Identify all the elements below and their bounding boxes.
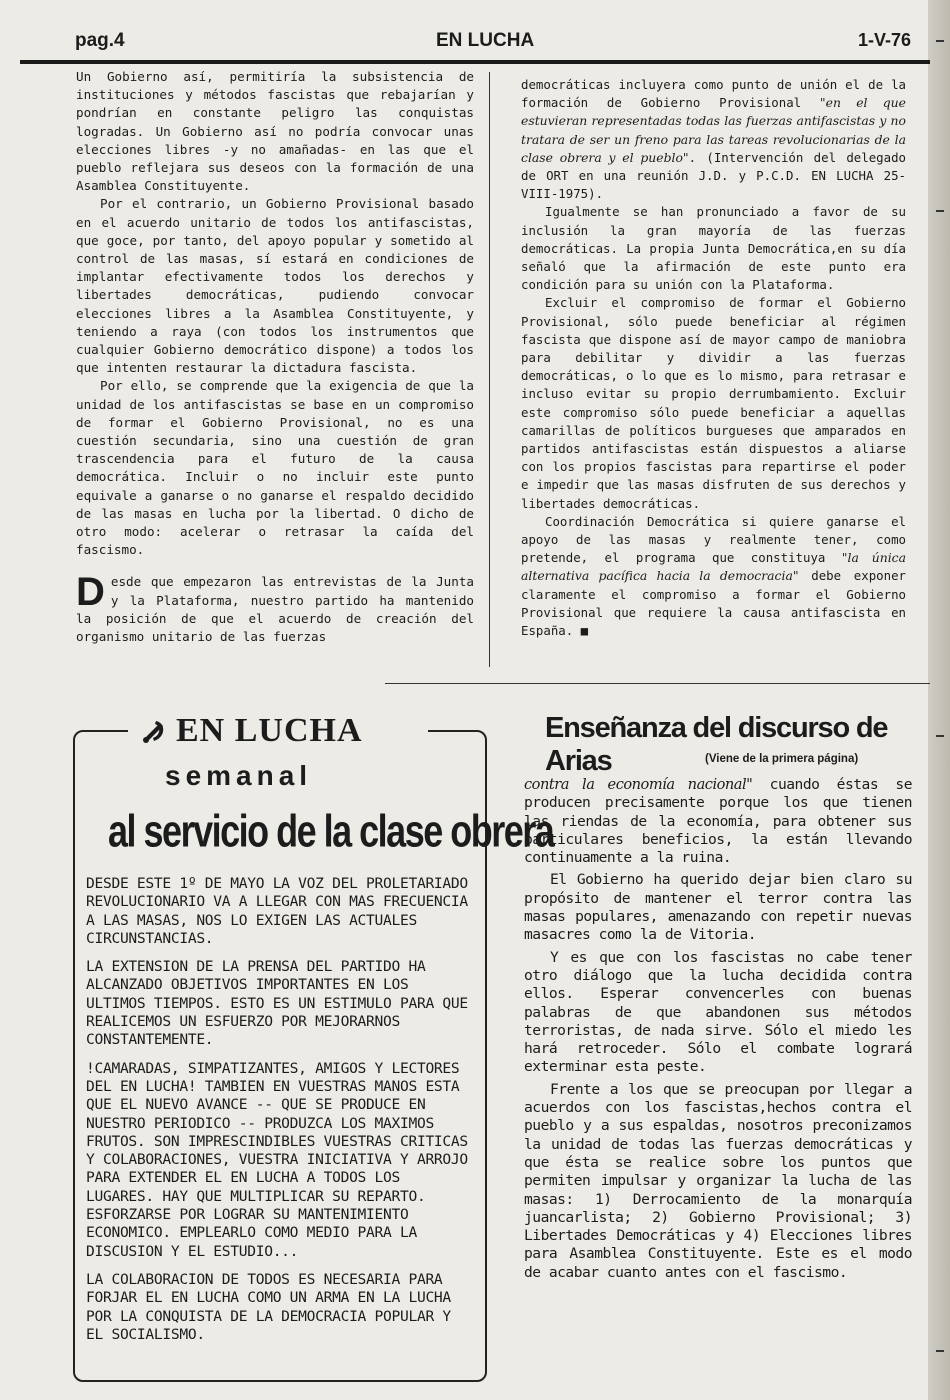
paragraph: Frente a los que se preocupan por llegar a acuerdos con los fascistas,hechos contra el pueblo y a sus espaldas, nosotros preconizamos la unidad de todas las fuerzas democráticas y que ésta se realice sobre los puntos que permiten impulsar y organizar la lucha de las masas: 1) Derrocamiento de la monarquía juancarlista; 2) Gobierno Provisional; 3) Libertades Democráticas y 4) Elecciones libres para Asamblea Constituyente. Este es el modo de acabar cuanto antes con el fascismo.	[524, 1080, 912, 1281]
column-divider	[489, 72, 490, 667]
drop-cap: D	[76, 570, 105, 615]
edge-mark	[936, 1350, 944, 1352]
paragraph: Por ello, se comprende que la exigencia de que la unidad de los antifascistas se base en un compromiso de formar el Gobierno Provisional, no es una cuestión secundaria, sino una cuestión de gran trascendencia para el futuro de la causa democrática. Incluir o no incluir este punto equivale a ganarse o no ganarse el respaldo decidido de las masas en lucha por la libertad. O dicho de otro modo: acelerar o retrasar la caída del fascismo.	[76, 378, 474, 558]
edge-mark	[936, 40, 944, 42]
ad-tagline: al servicio de la clase obrera	[108, 805, 554, 857]
header-rule	[20, 60, 930, 64]
page-number: pag.4	[75, 30, 125, 51]
ad-masthead-text: EN LUCHA	[176, 712, 363, 749]
paragraph: Y es que con los fascistas no cabe tener otro diálogo que la lucha decidida contra ellos. Esperar convencerles con buenas palabras de que abandonen sus métodos terroristas, de nada sirve. Sólo el miedo les hará retroceder. Sólo el combate logrará exterminar esta peste.	[524, 948, 912, 1076]
paragraph: contra la economía nacional" cuando éstas se producen precisamente porque los que tienen las riendas de la economía, para obtener sus particulares beneficios, la están llevando continuamente a la ruina.	[524, 776, 912, 867]
paragraph: El Gobierno ha querido dejar bien claro su propósito de mantener el terror contra las masas populares, amenazando con repetir nuevas masacres como la de Vitoria.	[524, 871, 912, 944]
ad-paragraph: LA COLABORACION DE TODOS ES NECESARIA PARA FORJAR EL EN LUCHA COMO UN ARMA EN LA LUCHA POR LA CONQUISTA DE LA DEMOCRACIA POPULAR Y EL SOCIALISMO.	[86, 1270, 451, 1343]
ad-paragraph: LA EXTENSION DE LA PRENSA DEL PARTIDO HA ALCANZADO OBJETIVOS IMPORTANTES EN LOS ULTIMOS TIEMPOS. ESTO ES UN ESTIMULO PARA QUE REALICEMOS UN ESFUERZO POR MEJORARNOS CONSTANTEMENTE.	[86, 958, 468, 1049]
paragraph: Excluir el compromiso de formar el Gobierno Provisional, sólo puede beneficiar al régimen fascista que dispone así de mayor campo de maniobra para debilitar y dividir a las fuerzas democráticas, o lo que es lo mismo, para retrasar e incluso evitar su propio derrumbamiento. Excluir este compromiso sólo puede beneficiar a aquellas camarillas de políticos burgueses que amparados en partidos antifascistas están dispuestos a aliarse con los propios fascistas para repartirse el poder e impedir que las masas disfruten de sus derechos y libertades democráticas.	[521, 295, 906, 511]
article-continued: (Viene de la primera página)	[705, 753, 859, 765]
column-left	[76, 68, 474, 646]
paragraph: Por el contrario, un Gobierno Provisional basado en el acuerdo unitario de todos los antifascistas, que goce, por tanto, del apoyo popular y sometido al control de las masas, sí estará en condiciones de implantar efectivamente todos los derechos y libertades democráticas, pudiendo convocar elecciones libres a la Asamblea Constituyente, y teniendo a raya (con todos los instrumentos que cualquier Gobierno democrático dispone) a todos los que intenten restaurar la dictadura fascista.	[76, 196, 474, 376]
paragraph-text: esde que empezaron las entrevistas de la Junta y la Plataforma, nuestro partido ha mantenido la posición de que el acuerdo de creación del organismo unitario de las fuerzas	[76, 574, 474, 645]
ad-body	[86, 875, 471, 1354]
paragraph-dropcap	[76, 570, 474, 646]
issue-date: 1-V-76	[858, 30, 912, 50]
ad-subtitle: semanal	[165, 760, 313, 791]
ad-paragraph: DESDE ESTE 1º DE MAYO LA VOZ DEL PROLETARIADO REVOLUCIONARIO VA A LLEGAR CON MAS FRECUENCIA A LAS MASAS, NOS LO EXIGEN LAS ACTUALES CIRCUNSTANCIAS.	[86, 875, 468, 947]
section-rule	[385, 683, 930, 684]
ad-paragraph: !CAMARADAS, SIMPATIZANTES, AMIGOS Y LECTORES DEL EN LUCHA! TAMBIEN EN VUESTRAS MANOS ESTA QUE EL NUEVO AVANCE -- QUE SE PRODUCE EN NUESTRO PERIODICO -- PRODUZCA LOS MAXIMOS FRUTOS. SON IMPRESCINDIBLES VUESTRAS CRITICAS Y COLABORACIONES, VUESTRA INICIATIVA Y ARROJO PARA EXTENDER EL EN LUCHA A TODOS LOS LUGARES. HAY QUE MULTIPLICAR SU REPARTO. ESFORZARSE POR LOGRAR SU MANTENIMIENTO ECONOMICO. EMPLEARLO COMO MEDIO PARA LA DISCUSION Y EL ESTUDIO...	[86, 1059, 468, 1260]
paragraph: Igualmente se han pronunciado a favor de su inclusión la gran mayoría de las fuerzas democráticas. La propia Junta Democrática,en su día señaló que la afirmación de este punto era condición para su unión con la Plataforma.	[521, 204, 906, 293]
column-right	[521, 76, 906, 640]
edge-mark	[936, 210, 944, 212]
article-body	[524, 776, 912, 1282]
paragraph: Un Gobierno así, permitiría la subsistencia de instituciones y métodos fascistas que rebajarían y pondrían en constante peligro las conquistas logradas. Un Gobierno así no podría convocar unas elecciones libres -y no amañadas- en las que el pueblo reflejara sus deseos con la formación de una Asamblea Constituyente.	[76, 69, 474, 194]
newspaper-title: EN LUCHA	[436, 30, 535, 51]
ad-masthead	[140, 712, 440, 750]
hammer-sickle-icon	[140, 716, 168, 744]
article-title: Enseñanza del discurso de Arias	[545, 712, 888, 777]
paragraph: democráticas incluyera como punto de unión el de la formación de Gobierno Provisional "en el que estuvieran representadas todas las fuerzas antifascistas y no tratara de ser un freno para las tareas revolucionarias de la clase obrera y el pueblo". (Intervención del delegado de ORT en una reunión J.D. y P.C.D. EN LUCHA 25-VIII-1975).	[521, 77, 906, 202]
paragraph: Coordinación Democrática si quiere ganarse el apoyo de las masas y realmente tener, como pretende, el programa que constituya "la única alternativa pacífica hacia la democracia" debe exponer claramente el compromiso a formar el Gobierno Provisional que requiere la causa antifascista en España. ■	[521, 513, 906, 639]
